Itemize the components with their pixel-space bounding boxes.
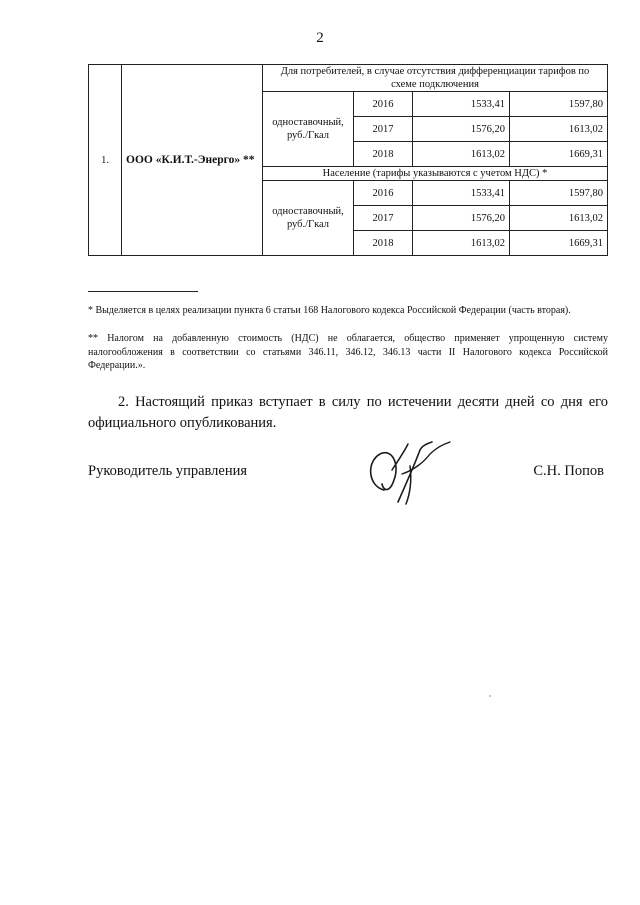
- value-cell: 1597,80: [510, 92, 608, 117]
- year-cell: 2016: [354, 92, 413, 117]
- value-cell: 1613,02: [413, 142, 510, 167]
- value-cell: 1597,80: [510, 181, 608, 206]
- year-cell: 2018: [354, 231, 413, 256]
- value-cell: 1613,02: [510, 117, 608, 142]
- table-row: [89, 65, 608, 92]
- organization-cell: ООО «К.И.Т.-Энерго» **: [122, 65, 263, 256]
- tariff-table: [88, 64, 608, 256]
- value-cell: 1533,41: [413, 92, 510, 117]
- value-cell: 1669,31: [510, 231, 608, 256]
- page-number: 2: [316, 30, 324, 46]
- order-item-2: 2. Настоящий приказ вступает в силу по истечении десяти дней со дня его официального опубликования.: [88, 394, 608, 432]
- year-cell: 2017: [354, 117, 413, 142]
- value-cell: 1613,02: [413, 231, 510, 256]
- handwritten-signature-icon: [362, 440, 454, 508]
- footnote-no-vat: ** Налогом на добавленную стоимость (НДС) не облагается, общество применяет упрощенную систему налогообложения в соответствии со статьями 346.11, 346.12, 346.13 части II Налогового кодекса Российской Федерации.».: [88, 333, 608, 371]
- value-cell: 1669,31: [510, 142, 608, 167]
- signatory-title: Руководитель управления: [88, 463, 248, 479]
- unit-cell: одноставочный, руб./Гкал: [263, 92, 354, 167]
- value-cell: 1533,41: [413, 181, 510, 206]
- footnote-vat: * Выделяется в целях реализации пункта 6 статьи 168 Налогового кодекса Российской Федерации (часть вторая).: [88, 305, 571, 316]
- value-cell: 1576,20: [413, 117, 510, 142]
- row-number-cell: 1.: [89, 65, 122, 256]
- unit-cell: одноставочный, руб./Гкал: [263, 181, 354, 256]
- footnote-divider: [88, 291, 198, 292]
- year-cell: 2017: [354, 206, 413, 231]
- value-cell: 1576,20: [413, 206, 510, 231]
- section-heading: Для потребителей, в случае отсутствия дифференциации тарифов по схеме подключения: [263, 65, 608, 92]
- scan-speck: [489, 695, 491, 697]
- value-cell: 1613,02: [510, 206, 608, 231]
- signatory-name: С.Н. Попов: [533, 463, 604, 479]
- year-cell: 2018: [354, 142, 413, 167]
- year-cell: 2016: [354, 181, 413, 206]
- section-heading: Население (тарифы указываются с учетом НДС) *: [263, 167, 608, 181]
